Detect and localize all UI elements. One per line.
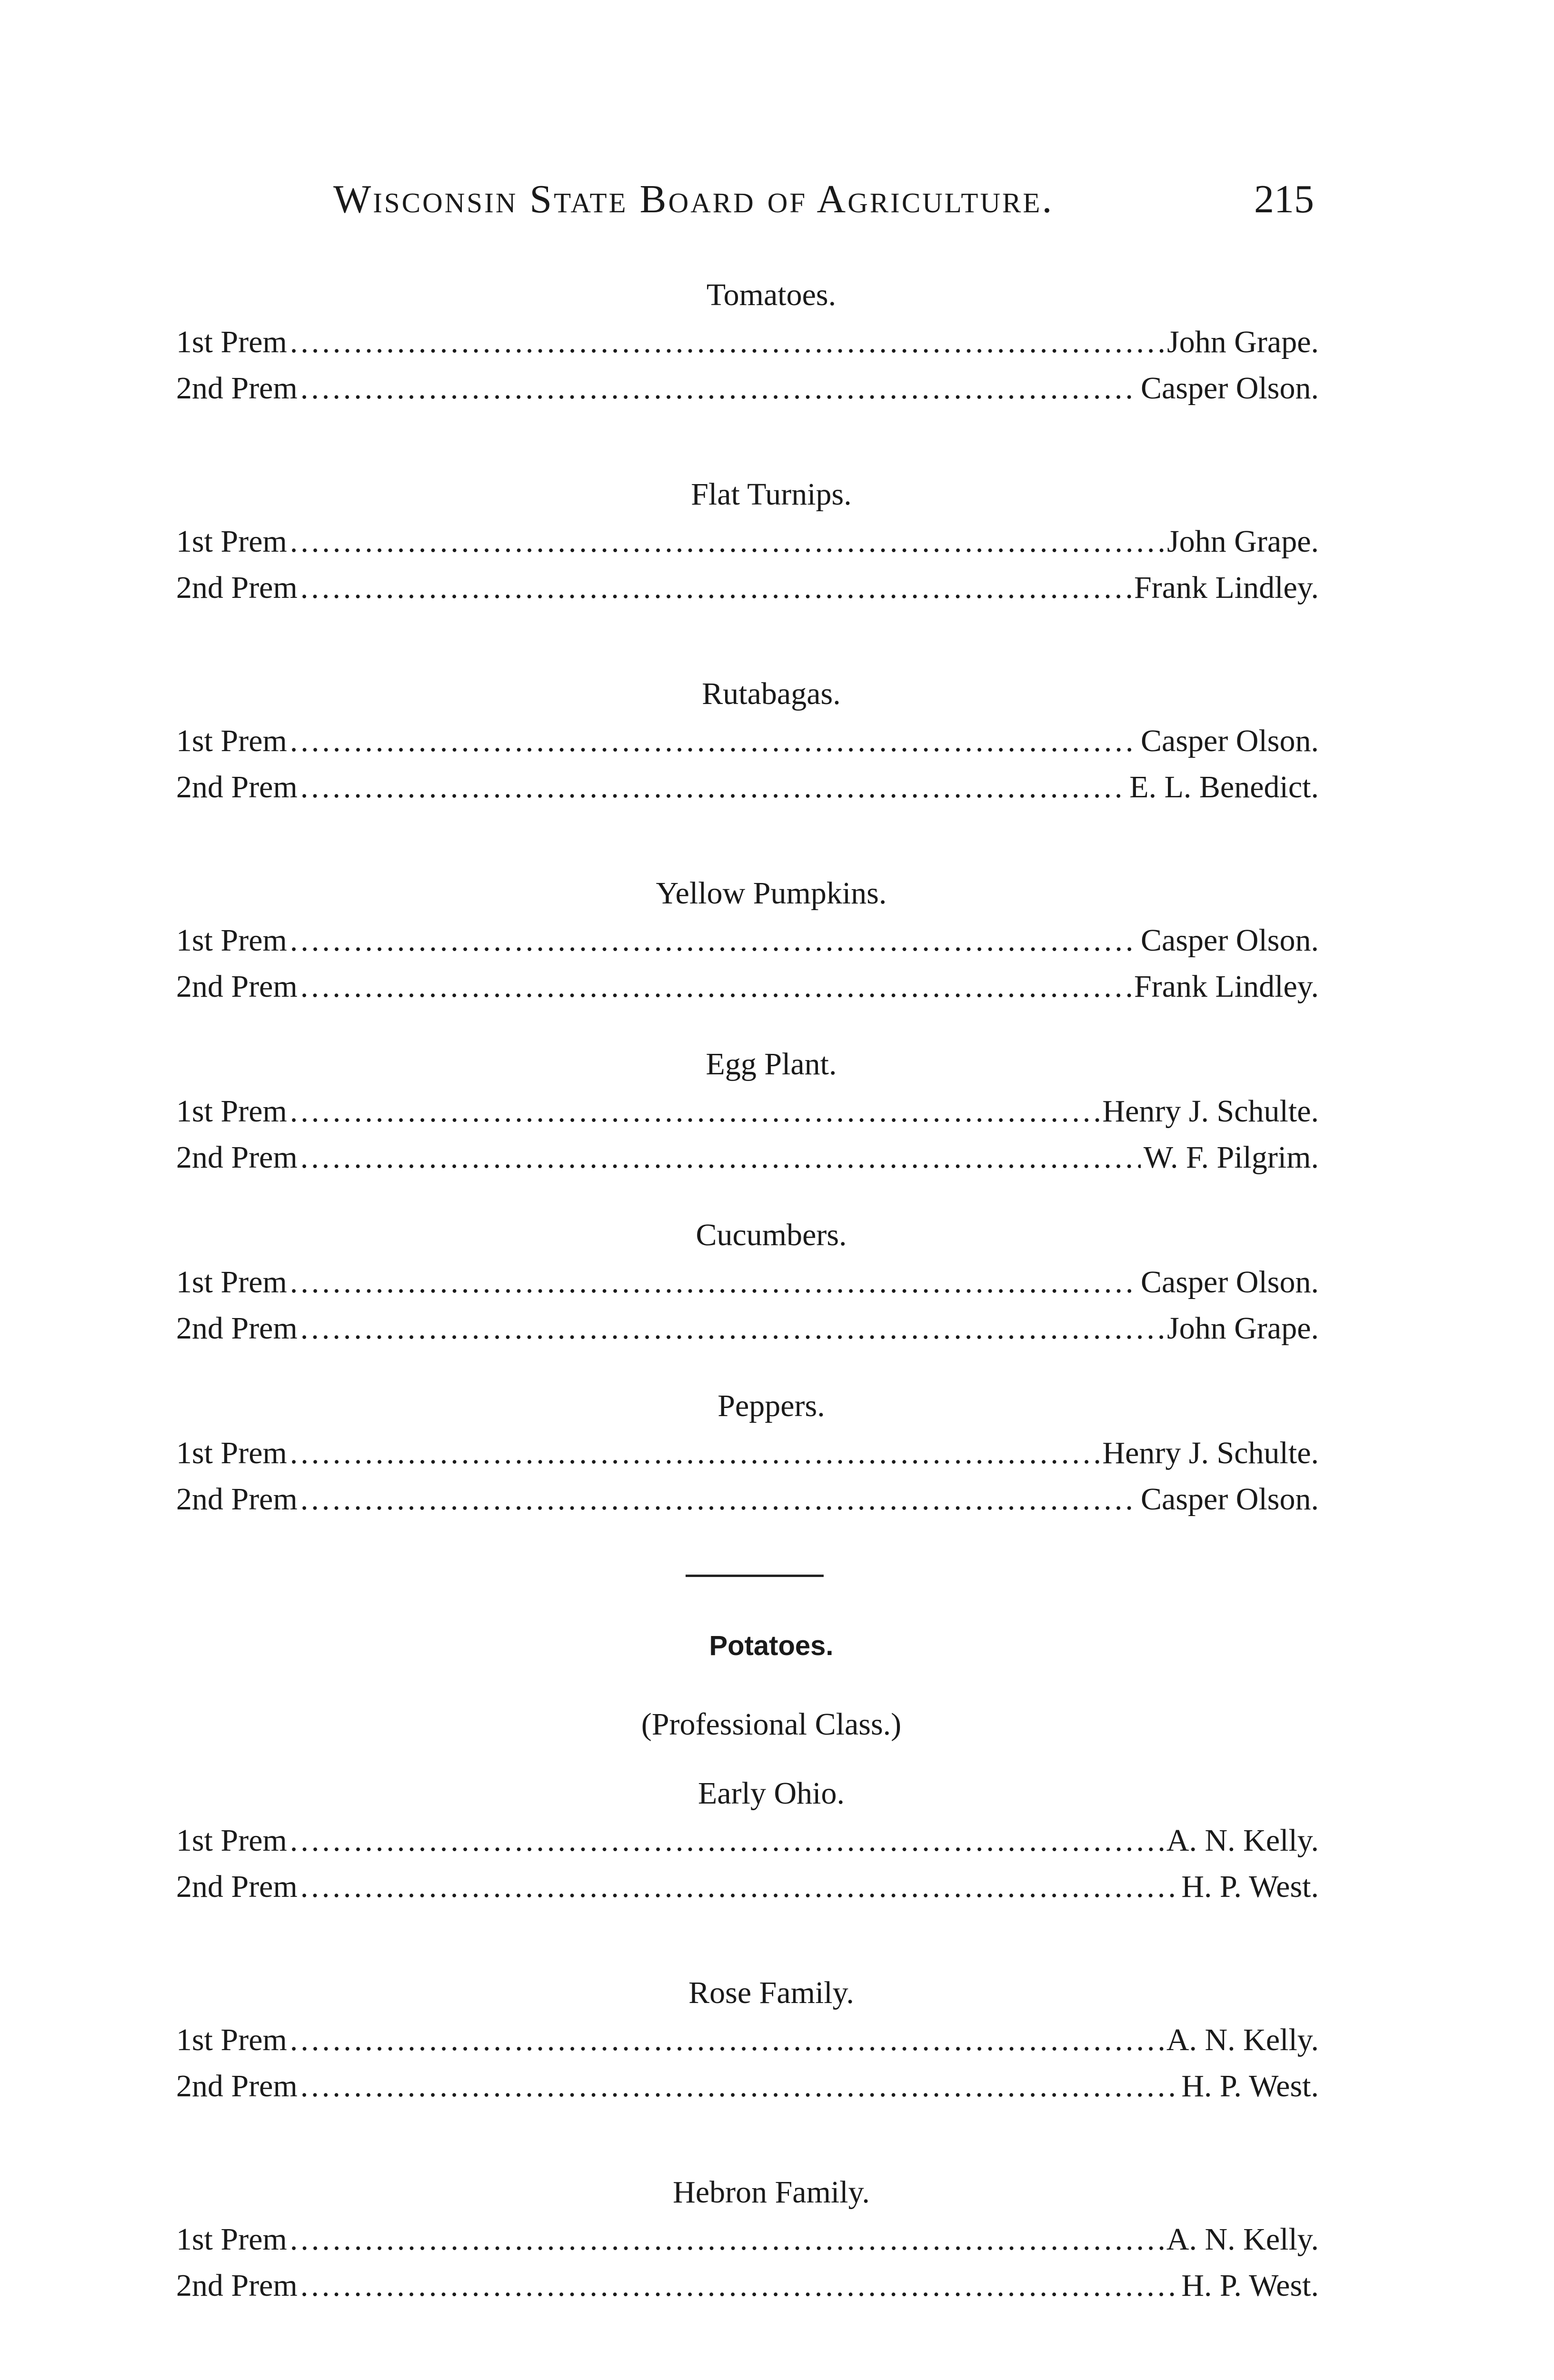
premium-row	[176, 518, 1319, 565]
premium-place: 2nd Prem	[176, 2069, 298, 2103]
winner-name: E. L. Benedict.	[1129, 770, 1319, 804]
section-title: Peppers.	[717, 1388, 825, 1423]
section-divider	[686, 1575, 824, 1577]
winner-name: Casper Olson.	[1141, 724, 1319, 758]
dot-leader	[300, 565, 1131, 611]
dot-leader	[290, 917, 1138, 963]
premium-place: 1st Prem	[176, 1823, 287, 1858]
running-title: Wisconsin State Board of Agriculture.	[333, 177, 1054, 221]
winner-name: Casper Olson.	[1141, 371, 1319, 406]
section-title: Hebron Family.	[673, 2175, 870, 2210]
winner-name: Frank Lindley.	[1134, 969, 1319, 1004]
section-title: Rutabagas.	[702, 676, 841, 711]
premium-row	[176, 319, 1319, 365]
premium-row	[176, 2216, 1319, 2262]
premium-row	[176, 365, 1319, 411]
premium-row	[176, 1864, 1319, 1910]
premium-place: 1st Prem	[176, 1436, 287, 1470]
winner-name: John Grape.	[1167, 524, 1319, 559]
premium-row	[176, 1259, 1319, 1305]
premium-place: 2nd Prem	[176, 1482, 298, 1517]
premium-place: 2nd Prem	[176, 1140, 298, 1175]
premium-row	[176, 565, 1319, 611]
winner-name: John Grape.	[1167, 325, 1319, 359]
premium-row	[176, 1430, 1319, 1476]
dot-leader	[300, 1476, 1138, 1522]
dot-leader	[300, 2063, 1178, 2109]
premium-place: 1st Prem	[176, 1094, 287, 1129]
dot-leader	[300, 2262, 1178, 2309]
winner-name: A. N. Kelly.	[1166, 2023, 1319, 2057]
premium-place: 1st Prem	[176, 724, 287, 758]
winner-name: Casper Olson.	[1141, 923, 1319, 958]
dot-leader	[300, 1864, 1178, 1910]
dot-leader	[290, 2017, 1164, 2063]
premium-row	[176, 2262, 1319, 2309]
premium-place: 1st Prem	[176, 2222, 287, 2257]
premium-row	[176, 1134, 1319, 1180]
premium-place: 2nd Prem	[176, 1311, 298, 1346]
premium-row	[176, 1817, 1319, 1864]
winner-name: Casper Olson.	[1141, 1482, 1319, 1517]
section-title: Egg Plant.	[706, 1047, 837, 1081]
premium-place: 2nd Prem	[176, 2268, 298, 2303]
premium-place: 2nd Prem	[176, 1869, 298, 1904]
dot-leader	[290, 518, 1164, 565]
section-title: Rose Family.	[688, 1975, 854, 2010]
winner-name: A. N. Kelly.	[1166, 2222, 1319, 2257]
section-title: Yellow Pumpkins.	[656, 876, 887, 911]
dot-leader	[290, 718, 1138, 764]
premium-place: 2nd Prem	[176, 371, 298, 406]
dot-leader	[290, 1430, 1100, 1476]
dot-leader	[290, 2216, 1164, 2262]
premium-row	[176, 1305, 1319, 1351]
dot-leader	[290, 319, 1164, 365]
winner-name: Frank Lindley.	[1134, 570, 1319, 605]
section-title: Flat Turnips.	[691, 477, 852, 512]
premium-row	[176, 917, 1319, 963]
premium-row	[176, 2017, 1319, 2063]
section-title: Cucumbers.	[696, 1218, 847, 1252]
winner-name: W. F. Pilgrim.	[1143, 1140, 1319, 1175]
dot-leader	[300, 1305, 1164, 1351]
premium-row	[176, 1476, 1319, 1522]
premium-row	[176, 2063, 1319, 2109]
section-title: Tomatoes.	[706, 278, 837, 312]
dot-leader	[300, 365, 1138, 411]
premium-place: 1st Prem	[176, 1265, 287, 1299]
class-label: (Professional Class.)	[641, 1707, 902, 1742]
premium-list	[176, 271, 1319, 2309]
premium-place: 2nd Prem	[176, 570, 298, 605]
dot-leader	[290, 1088, 1100, 1134]
winner-name: H. P. West.	[1181, 2268, 1319, 2303]
potatoes-heading: Potatoes.	[709, 1630, 834, 1661]
premium-place: 2nd Prem	[176, 969, 298, 1004]
premium-row	[176, 764, 1319, 810]
dot-leader	[300, 1134, 1141, 1180]
dot-leader	[290, 1259, 1138, 1305]
premium-row	[176, 963, 1319, 1010]
section-title: Early Ohio.	[698, 1776, 845, 1811]
winner-name: Henry J. Schulte.	[1102, 1094, 1319, 1129]
premium-place: 2nd Prem	[176, 770, 298, 804]
winner-name: H. P. West.	[1181, 2069, 1319, 2103]
page-number: 215	[1254, 177, 1314, 221]
dot-leader	[300, 764, 1126, 810]
winner-name: Henry J. Schulte.	[1102, 1436, 1319, 1470]
premium-place: 1st Prem	[176, 325, 287, 359]
dot-leader	[290, 1817, 1164, 1864]
page-header	[333, 176, 1314, 228]
premium-place: 1st Prem	[176, 524, 287, 559]
premium-place: 1st Prem	[176, 2023, 287, 2057]
winner-name: H. P. West.	[1181, 1869, 1319, 1904]
winner-name: John Grape.	[1167, 1311, 1319, 1346]
dot-leader	[300, 963, 1131, 1010]
premium-row	[176, 718, 1319, 764]
winner-name: A. N. Kelly.	[1166, 1823, 1319, 1858]
winner-name: Casper Olson.	[1141, 1265, 1319, 1299]
premium-row	[176, 1088, 1319, 1134]
premium-place: 1st Prem	[176, 923, 287, 958]
